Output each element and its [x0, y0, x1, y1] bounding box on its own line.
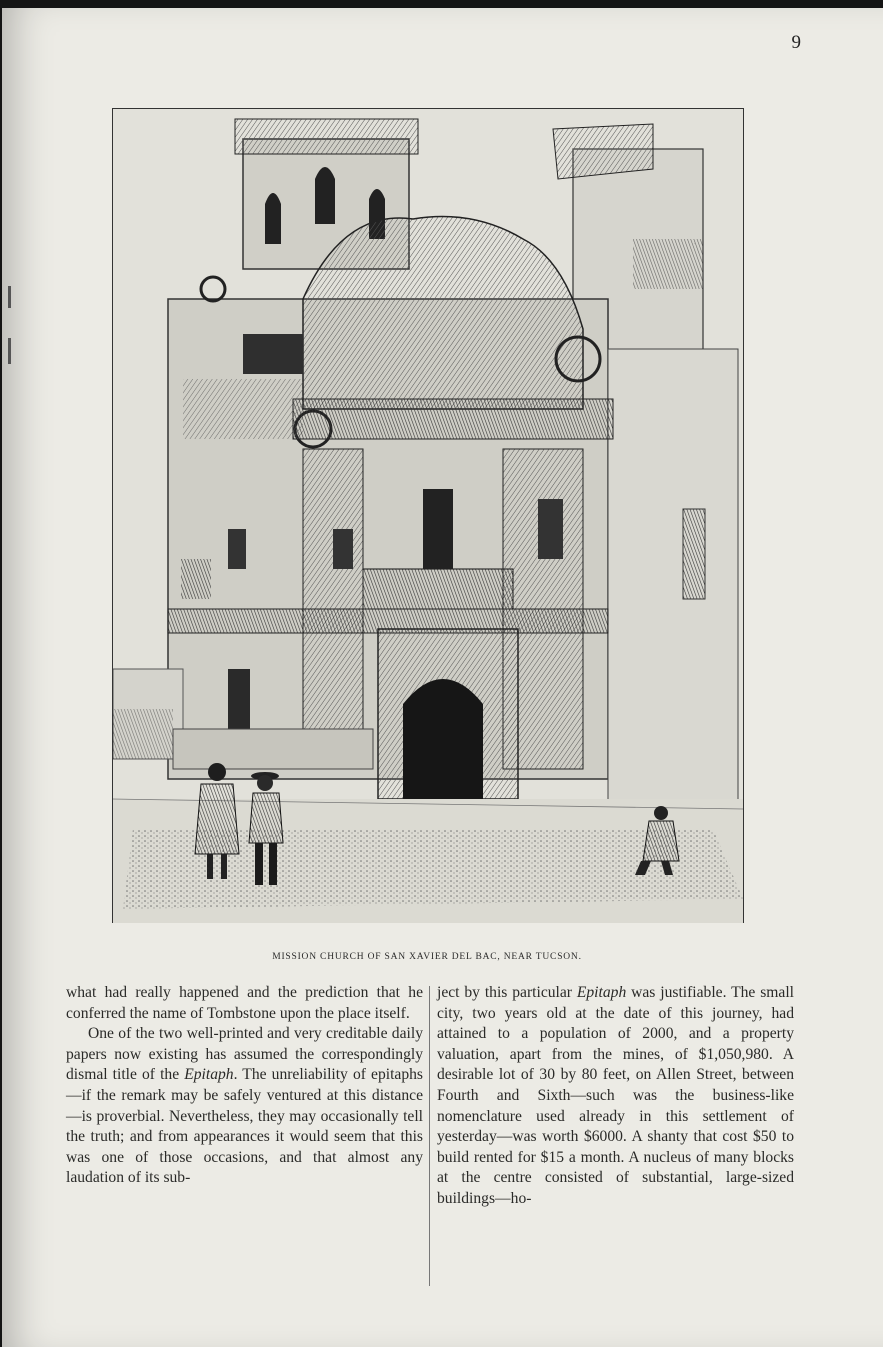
mission-church-engraving — [112, 108, 744, 923]
paragraph: what had really happened and the prediction that he conferred the name of Tombstone upon the place itself. — [66, 984, 423, 1022]
text-column-right — [437, 983, 794, 1210]
paragraph: One of the two well-printed and very creditable daily papers now existing has assumed the correspondingly dismal title of the Epitaph. The unreliability of epitaphs—if the remark may be safely ventured at this distance—is proverbial. Nevertheless, they may occasionally tell the truth; and from appearances it would seem that this was one of those occasions, and that almost any laudation of its sub- — [66, 1025, 423, 1187]
figure-caption: MISSION CHURCH OF SAN XAVIER DEL BAC, NEAR TUCSON. — [272, 952, 582, 962]
page-number: 9 — [791, 32, 801, 53]
engraving-illustration — [113, 109, 743, 923]
body-text — [66, 983, 802, 1313]
binding-mark — [8, 286, 11, 308]
column-divider — [429, 986, 430, 1286]
paragraph: ject by this particular Epitaph was justifiable. The small city, two years old at the date of this journey, had attained to a population of 2000, and a property valuation, apart from the mines, of $1,050,980. A desirable lot of 30 by 80 feet, on Allen Street, between Fourth and Sixth—such was the business-like nomenclature used already in this settlement of yesterday—was worth $6000. A shanty that cost $50 to build rented for $15 a month. A nucleus of many blocks at the centre consisted of substantial, large-sized buildings—ho- — [437, 984, 794, 1207]
book-page — [2, 8, 883, 1347]
text-column-left — [66, 983, 423, 1189]
binding-mark — [8, 338, 11, 364]
